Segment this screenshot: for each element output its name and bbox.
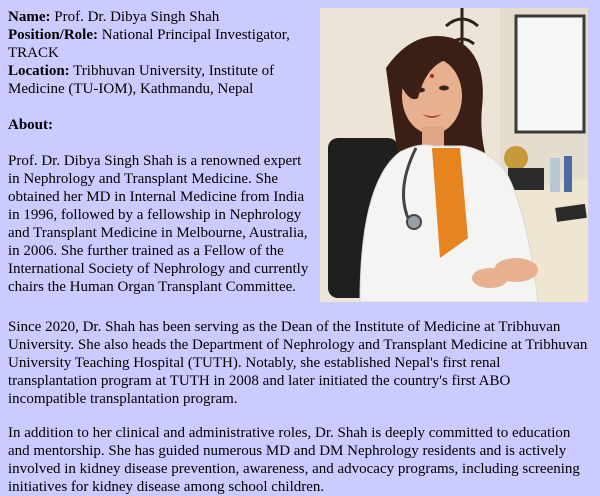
location-label: Location:: [8, 63, 70, 79]
location-field: [8, 62, 313, 98]
portrait-photo-icon: [320, 8, 588, 302]
about-paragraph-3: In addition to her clinical and administrative roles, Dr. Shah is deeply committed to education and mentorship. She has guided numerous MD and DM Nephrology residents and is actively involved in kidney disease prevention, awareness, and advocacy programs, including screening initiatives for kidney disease among school children.: [8, 425, 580, 495]
name-field: [8, 8, 313, 26]
role-label: Position/Role:: [8, 27, 98, 43]
about-paragraph-2: Since 2020, Dr. Shah has been serving as the Dean of the Institute of Medicine at Tribhuvan University. She also heads the Department of Nephrology and Transplant Medicine at Tribhuvan University Teaching Hospital (TUTH). Notably, she established Nepal's first renal transplantation program at TUTH in 2008 and later initiated the country's first ABO incompatible transplantation program.: [8, 319, 588, 407]
about-heading: About:: [8, 117, 54, 133]
about-paragraph-1: Prof. Dr. Dibya Singh Shah is a renowned expert in Nephrology and Transplant Medicine. She obtained her MD in Internal Medicine from India in 1996, followed by a fellowship in Nephrology and Transplant Medicine in Melbourne, Australia, in 2006. She further trained as a Fellow of the International Society of Nephrology and currently chairs the Human Organ Transplant Committee.: [8, 153, 309, 295]
portrait-photo: [320, 8, 588, 302]
name-value: Prof. Dr. Dibya Singh Shah: [54, 9, 220, 25]
role-value: National Principal Investigator, TRACK: [8, 27, 290, 61]
profile-details: [8, 8, 313, 296]
role-field: [8, 26, 313, 62]
location-value: Tribhuvan University, Institute of Medicine (TU-IOM), Kathmandu, Nepal: [8, 63, 275, 97]
name-label: Name:: [8, 9, 51, 25]
